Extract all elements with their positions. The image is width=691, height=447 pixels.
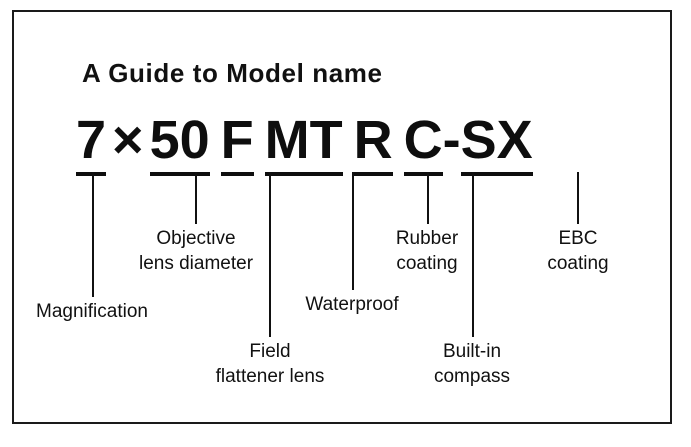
- code-token-magnification: 7: [76, 110, 106, 176]
- callout-built-in-compass: [406, 339, 538, 389]
- callout-magnification: [4, 299, 180, 324]
- leader-line-rubber: [427, 172, 429, 224]
- model-code: [76, 112, 533, 176]
- code-token-hyphen: -: [442, 110, 461, 170]
- code-token-multiply: ×: [112, 110, 144, 170]
- callout-ebc-line-2: coating: [547, 253, 609, 274]
- code-token-waterproof: MT: [265, 110, 343, 176]
- callout-waterproof-line-1: Waterproof: [305, 294, 399, 315]
- callout-ebc-coating: [522, 226, 634, 276]
- code-token-objective: 50: [150, 110, 210, 176]
- callout-objective-lens-diameter: [106, 226, 286, 276]
- callout-compass-line-2: compass: [433, 366, 511, 387]
- leader-line-objective: [195, 172, 197, 224]
- leader-line-ebc: [577, 172, 579, 224]
- code-token-compass: C: [404, 110, 443, 176]
- callout-field-flattener-lens: [188, 339, 352, 389]
- callout-objective-line-1: Objective: [156, 228, 236, 249]
- callout-compass-line-1: Built-in: [442, 341, 502, 362]
- code-token-ebc: SX: [461, 110, 533, 176]
- page-title: A Guide to Model name: [82, 58, 383, 88]
- callout-field-line-2: flattener lens: [215, 366, 325, 387]
- callout-magnification-line-1: Magnification: [36, 301, 148, 322]
- leader-line-waterproof: [352, 172, 354, 290]
- callout-waterproof: [279, 292, 425, 317]
- leader-line-magnification: [92, 172, 94, 297]
- diagram-frame: [12, 10, 672, 424]
- callout-rubber-line-2: coating: [396, 253, 458, 274]
- callout-ebc-line-1: EBC: [558, 228, 598, 249]
- callout-rubber-coating: [367, 226, 487, 276]
- code-token-field-flattener: F: [221, 110, 254, 176]
- callout-rubber-line-1: Rubber: [395, 228, 459, 249]
- callout-field-line-1: Field: [249, 341, 291, 362]
- code-token-rubber: R: [354, 110, 393, 176]
- callout-objective-line-2: lens diameter: [138, 253, 254, 274]
